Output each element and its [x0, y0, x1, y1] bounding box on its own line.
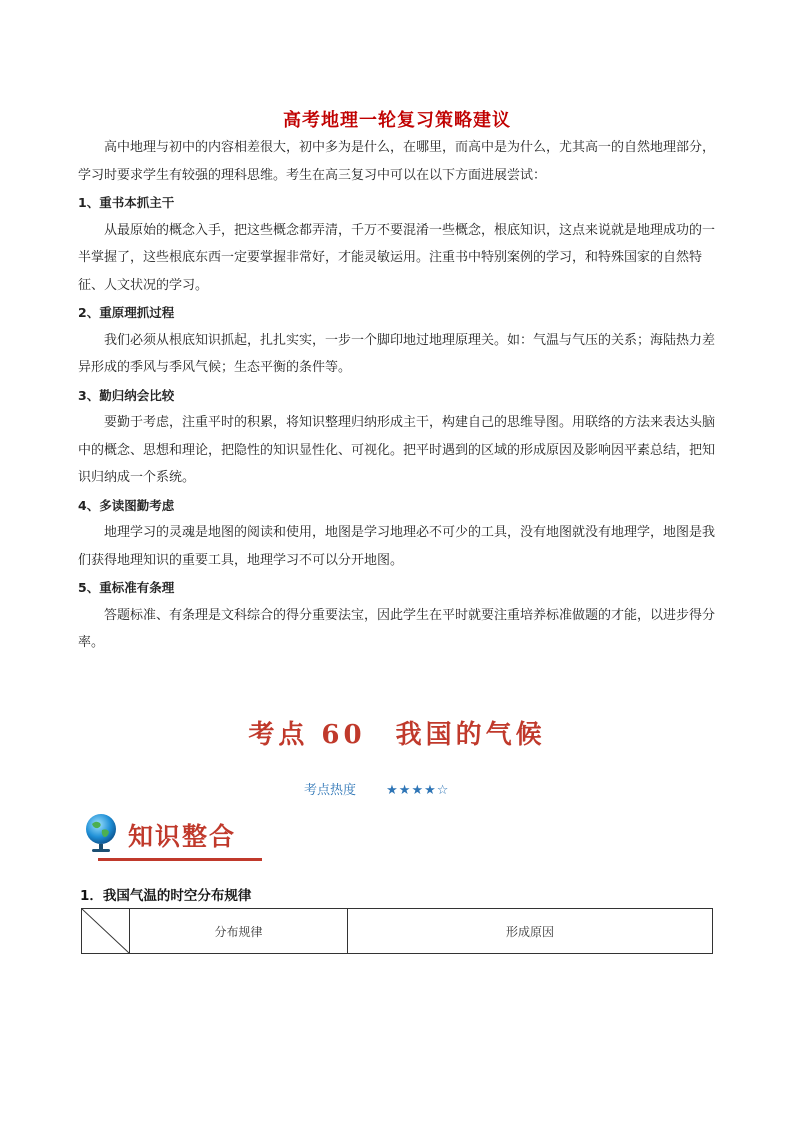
section-heading-2: 2、重原理抓过程: [78, 305, 175, 320]
heat-label: 考点热度: [304, 783, 357, 798]
section-text-1: 从最原始的概念入手，把这些概念都弄清，千万不要混淆一些概念，根底知识，这点来说就是地理成功的一半掌握了，这些根底东西一定要掌握非常好，才能灵敏运用。注重书中特别案例的学习，和特殊国家的自然特征、人文状况的学习。: [78, 222, 716, 293]
section-text-4: 地理学习的灵魂是地图的阅读和使用，地图是学习地理必不可少的工具，没有地图就没有地理学，地图是我们获得地理知识的重要工具，地理学习不可以分开地图。: [78, 525, 716, 568]
table-row: [82, 909, 713, 954]
knowledge-table: [81, 908, 713, 954]
section-heading-4: 4、多读图勤考虑: [78, 497, 175, 513]
section-heading-3: 3、勤归纳会比较: [78, 387, 175, 403]
section-heading-5: 5、重标准有条理: [78, 580, 175, 595]
topic-heat: [304, 779, 449, 798]
table-corner-cell: [82, 909, 130, 954]
table-header-cause: 形成原因: [348, 909, 713, 954]
section-heading-temperature: 1．我国气温的时空分布规律: [80, 888, 252, 904]
section-text-5: 答题标准、有条理是文科综合的得分重要法宝，因此学生在平时就要注重培养标准做题的才能，以进步得分率。: [78, 607, 716, 650]
knowledge-banner: [74, 808, 262, 862]
section-text-2: 我们必须从根底知识抓起，扎扎实实，一步一个脚印地过地理原理关。如：气温与气压的关系；海陆热力差异形成的季风与季风气候；生态平衡的条件等。: [78, 332, 716, 375]
topic-title: 考点 60 我国的气候: [248, 720, 546, 750]
body-text: [78, 134, 718, 657]
section-heading-1: 1、重书本抓主干: [78, 195, 175, 210]
section-text-3: 要勤于考虑，注重平时的积累，将知识整理归纳形成主干，构建自己的思维导图。用联络的方法来表达头脑中的概念、思想和理论，把隐性的知识显性化、可视化。把平时遇到的区域的形成原因及影响因平素总结，把知识归纳成一个系统。: [78, 415, 716, 485]
banner-label: 知识整合: [128, 822, 237, 851]
page-title: 高考地理一轮复习策略建议: [283, 110, 511, 131]
heat-stars: ★★★★☆: [386, 783, 450, 798]
table-header-distribution: 分布规律: [130, 909, 348, 954]
banner-underline: [98, 858, 262, 861]
globe-icon: [80, 812, 122, 854]
diagonal-line: [82, 909, 129, 953]
intro-paragraph: 高中地理与初中的内容相差很大，初中多为是什么，在哪里，而高中是为什么，尤其高一的自然地理部分，学习时要求学生有较强的理科思维。考生在高三复习中可以在以下方面进展尝试：: [78, 140, 716, 183]
